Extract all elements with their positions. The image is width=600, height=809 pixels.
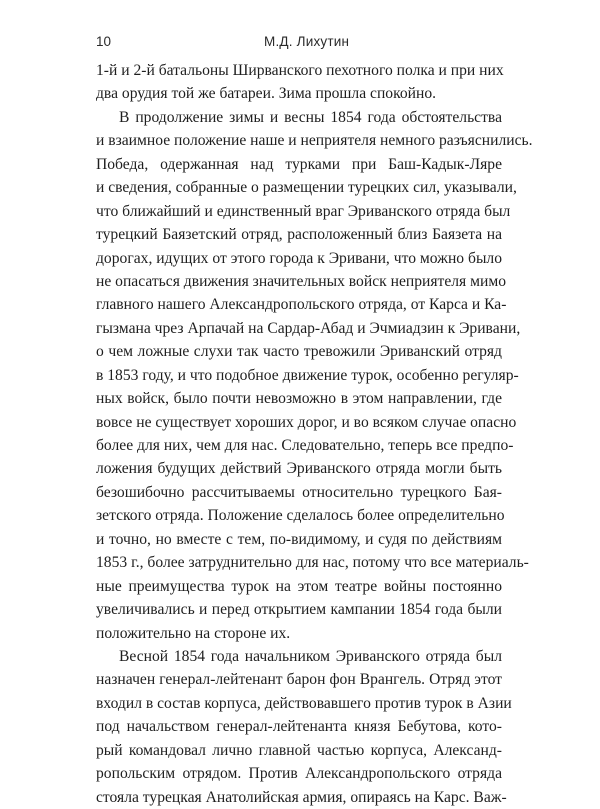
text-line: и точно, но вместе с тем, по-видимому, и судя по действиям: [96, 530, 502, 548]
page-number: 10: [96, 34, 112, 49]
text-line: безошибочно рассчитываемы относительно турецкого Бая-: [96, 483, 502, 501]
text-line: и сведения, собранные о размещении турецких сил, указывали,: [96, 179, 517, 197]
text-line: В продолжение зимы и весны 1854 года обстоятельства: [119, 108, 502, 126]
text-line: ные преимущества турок на этом театре войны постоянно: [96, 577, 502, 595]
text-line: 1853 г., более затруднительно для нас, потому что все материаль-: [96, 554, 529, 572]
text-line: входил в состав корпуса, действовавшего против турок в Азии: [96, 694, 512, 712]
text-line: стояла турецкая Анатолийская армия, опираясь на Карс. Важ-: [96, 788, 507, 806]
text-line: под начальством генерал-лейтенанта князя Бебутова, кото-: [96, 718, 502, 736]
text-line: не опасаться движения значительных войск неприятеля мимо: [96, 272, 506, 290]
running-head: М.Д. Лихутин: [264, 34, 350, 49]
body-text: [96, 59, 533, 809]
text-line: гызмана чрез Арпачай на Сардар-Абад и Эчмиадзин к Эривани,: [96, 319, 521, 337]
text-line: Победа, одержанная над турками при Баш-Кадык-Ляре: [96, 155, 502, 173]
text-line: вовсе не существует хороших дорог, и во всяком случае опасно: [96, 413, 517, 431]
text-line: более для них, чем для нас. Следовательно, теперь все предпо-: [96, 437, 514, 454]
text-line: о чем ложные слухи так часто тревожили Эриванский отряд: [96, 343, 502, 361]
text-line: что ближайший и единственный враг Эриванского отряда был: [96, 202, 511, 220]
text-line: 1-й и 2-й батальоны Ширванского пехотного полка и при них: [96, 62, 504, 79]
text-line: дорогах, идущих от этого города к Эривани, что можно было: [96, 249, 502, 267]
text-line: и взаимное положение наше и неприятеля немного разъяснились.: [96, 132, 533, 150]
text-line: назначен генерал-лейтенант барон фон Врангель. Отряд этот: [96, 671, 502, 689]
paragraph: [96, 645, 512, 809]
text-line: положительно на стороне их.: [96, 624, 291, 642]
text-line: в 1853 году, и что подобное движение турок, особенно регуляр-: [96, 366, 519, 384]
text-line: Весной 1854 года начальником Эриванского отряда был: [119, 647, 502, 665]
text-line: рый командовал лично главной частью корпуса, Александ-: [96, 741, 502, 759]
paragraph: [96, 59, 502, 106]
text-line: зетского отряда. Положение сделалось более определительно: [96, 507, 505, 525]
text-line: ных войск, было почти невозможно в этом направлении, где: [96, 390, 502, 408]
paragraph: [96, 106, 533, 645]
text-line: ложения будущих действий Эриванского отряда могли быть: [96, 460, 502, 478]
text-line: увеличивались и перед открытием кампании 1854 года были: [96, 601, 502, 619]
page-header: [96, 34, 504, 54]
text-line: турецкий Баязетский отряд, расположенный близ Баязета на: [96, 226, 502, 244]
text-line: два орудия той же батареи. Зима прошла спокойно.: [96, 85, 437, 103]
text-line: ропольским отрядом. Против Александропольского отряда: [96, 765, 502, 783]
text-line: главного нашего Александропольского отряда, от Карса и Ка-: [96, 296, 507, 314]
